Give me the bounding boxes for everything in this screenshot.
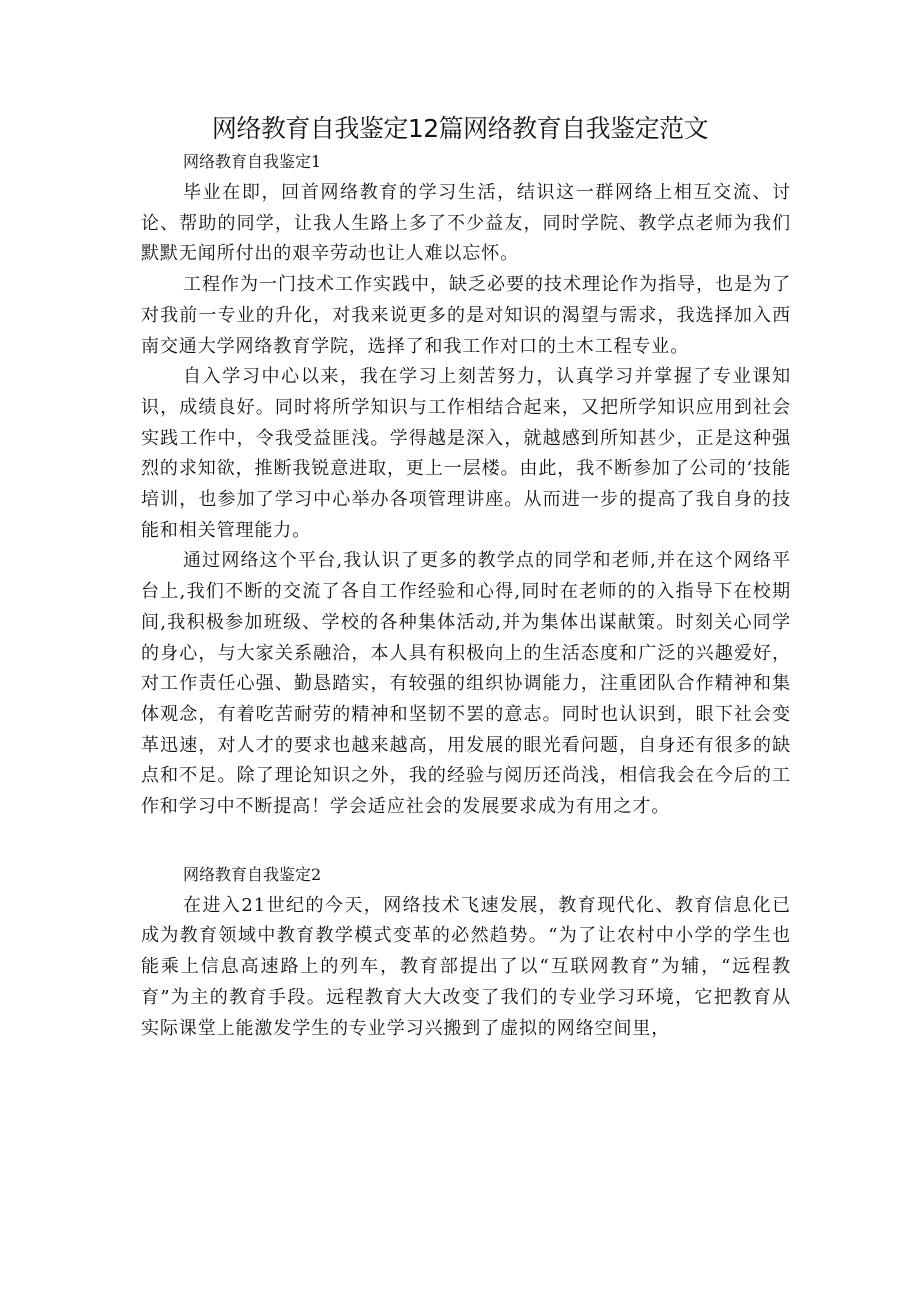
document-body: [141, 150, 791, 1044]
paragraph: 通过网络这个平台,我认识了更多的教学点的同学和老师,并在这个网络平台上,我们不断的交流了各自工作经验和心得,同时在老师的的入指导下在校期间,我积极参加班级、学校的各种集体活动,并为集体出谋献策。时刻关心同学的身心，与大家关系融洽，本人具有积极向上的生活态度和广泛的兴趣爱好，对工作责任心强、勤恳踏实，有较强的组织协调能力，注重团队合作精神和集体观念，有着吃苦耐劳的精神和坚韧不罢的意志。同时也认识到，眼下社会变革迅速，对人才的要求也越来越高，用发展的眼光看问题，自身还有很多的缺点和不足。除了理论知识之外，我的经验与阅历还尚浅，相信我会在今后的工作和学习中不断提高！学会适应社会的发展要求成为有用之才。: [141, 550, 791, 818]
paragraph: 工程作为一门技术工作实践中，缺乏必要的技术理论作为指导，也是为了对我前一专业的升化，对我来说更多的是对知识的渴望与需求，我选择加入西南交通大学网络教育学院，选择了和我工作对口的土木工程专业。: [141, 274, 791, 357]
section-heading: 网络教育自我鉴定2: [183, 864, 322, 884]
paragraph: 在进入21世纪的今天，网络技术飞速发展，教育现代化、教育信息化已成为教育领域中教育教学模式变革的必然趋势。“为了让农村中小学的学生也能乘上信息高速路上的列车，教育部提出了以“互联网教育”为辅，“远程教育”为主的教育手段。远程教育大大改变了我们的专业学习环境，它把教育从实际课堂上能激发学生的专业学习兴搬到了虚拟的网络空间里，: [141, 894, 791, 1039]
section-2: [141, 863, 791, 1045]
paragraph: 毕业在即，回首网络教育的学习生活，结识这一群网络上相互交流、讨论、帮助的同学，让我人生路上多了不少益友，同时学院、教学点老师为我们默默无闻所付出的艰辛劳动也让人难以忘怀。: [141, 182, 791, 265]
section-1: [141, 150, 791, 823]
document-title: 网络教育自我鉴定12篇网络教育自我鉴定范文: [211, 114, 709, 143]
section-heading: 网络教育自我鉴定1: [183, 152, 322, 171]
paragraph: 自入学习中心以来，我在学习上刻苦努力，认真学习并掌握了专业课知识，成绩良好。同时将所学知识与工作相结合起来，又把所学知识应用到社会实践工作中，令我受益匪浅。学得越是深入，就越感到所知甚少，正是这种强烈的求知欲，推断我锐意进取，更上一层楼。由此，我不断参加了公司的‘技能培训，也参加了学习中心举办各项管理讲座。从而进一步的提高了我自身的技能和相关管理能力。: [141, 366, 791, 541]
